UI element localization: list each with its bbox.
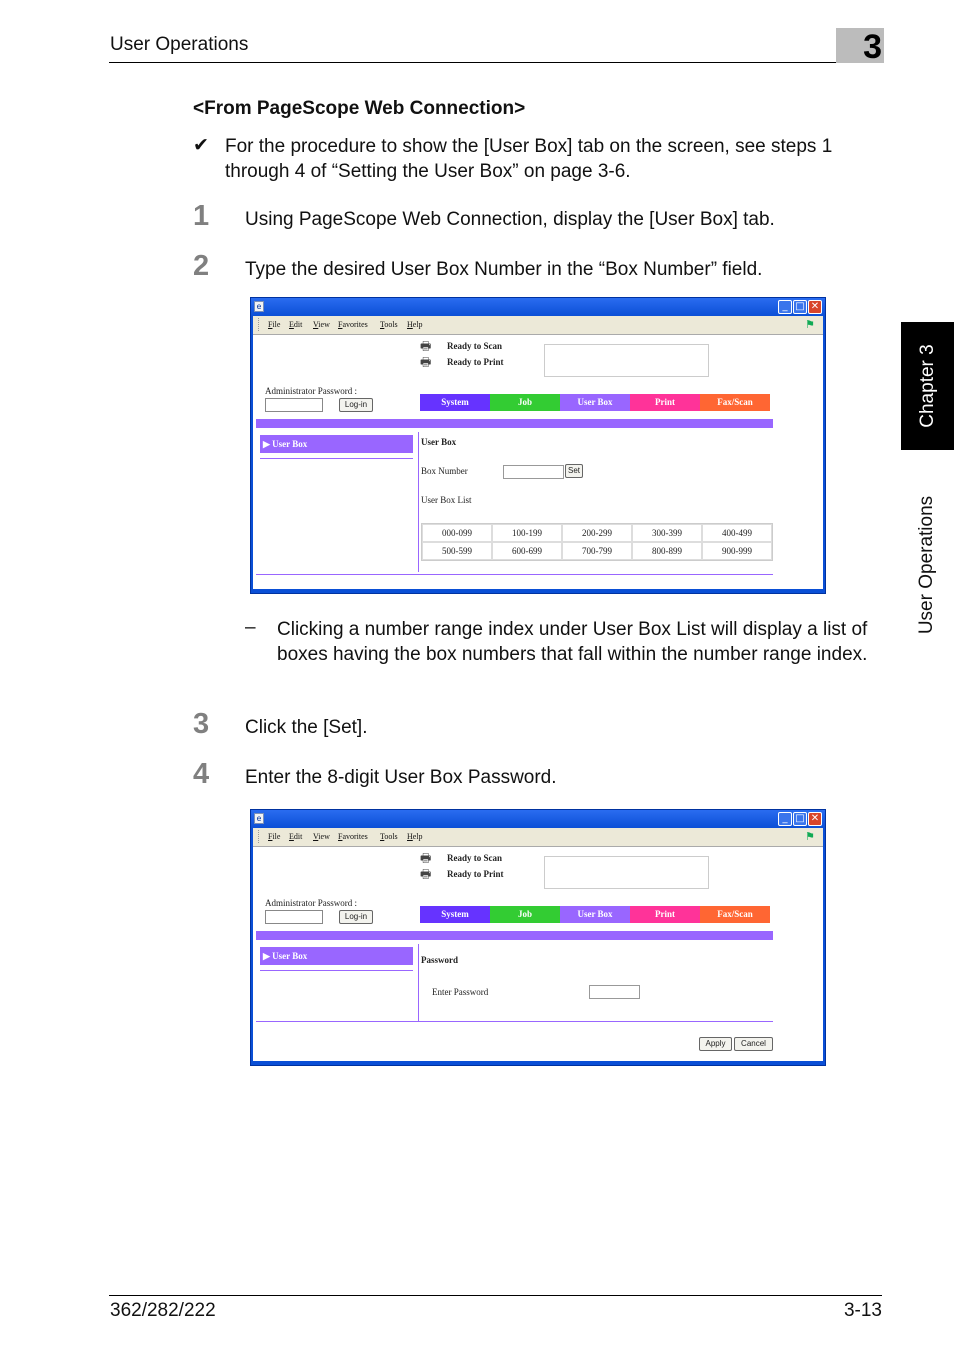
admin-password-input[interactable] bbox=[265, 398, 323, 412]
web-content bbox=[253, 846, 823, 1061]
check-icon: ✔ bbox=[193, 135, 209, 156]
tab-fax-scan[interactable]: Fax/Scan bbox=[700, 906, 770, 923]
menu-view[interactable]: View bbox=[313, 320, 330, 329]
tab-print[interactable]: Print bbox=[630, 906, 700, 923]
minimize-icon[interactable]: _ bbox=[778, 300, 792, 314]
scanner-icon: 🖶 bbox=[420, 339, 432, 353]
step-3-text: Click the [Set]. bbox=[245, 717, 368, 738]
tab-user-box[interactable]: User Box bbox=[560, 906, 630, 923]
sidebar-rule bbox=[260, 970, 413, 971]
apply-button[interactable]: Apply bbox=[699, 1037, 732, 1051]
range-link[interactable]: 400-499 bbox=[702, 524, 772, 542]
panel-title: User Box bbox=[421, 437, 457, 447]
menu-tools[interactable]: Tools bbox=[380, 320, 398, 329]
step-1-text: Using PageScope Web Connection, display the [User Box] tab. bbox=[245, 209, 775, 230]
password-input[interactable] bbox=[589, 985, 640, 999]
box-range-grid bbox=[421, 523, 773, 561]
menu-file[interactable]: File bbox=[268, 832, 281, 841]
footer-rule bbox=[109, 1295, 882, 1296]
footer-rule bbox=[256, 574, 773, 575]
chapter-side-tab bbox=[901, 322, 954, 450]
range-link[interactable]: 600-699 bbox=[492, 542, 562, 560]
main-tabs bbox=[420, 906, 770, 923]
range-link[interactable]: 500-599 bbox=[422, 542, 492, 560]
status-message-box bbox=[544, 856, 709, 889]
user-box-list-label: User Box List bbox=[421, 495, 472, 505]
enter-password-label: Enter Password bbox=[432, 987, 489, 997]
range-link[interactable]: 000-099 bbox=[422, 524, 492, 542]
range-link[interactable]: 100-199 bbox=[492, 524, 562, 542]
admin-password-input[interactable] bbox=[265, 910, 323, 924]
toolbar-grip bbox=[258, 318, 260, 331]
step-2-text: Type the desired User Box Number in the “Box Number” field. bbox=[245, 259, 763, 280]
printer-icon: 🖶 bbox=[420, 867, 432, 881]
box-number-input[interactable] bbox=[503, 465, 564, 479]
status-print: Ready to Print bbox=[447, 869, 504, 879]
menu-view[interactable]: View bbox=[313, 832, 330, 841]
range-index-note: Clicking a number range index under User Box List will display a list of boxes having the box numbers that fall within the number range index. bbox=[277, 619, 868, 665]
range-link[interactable]: 900-999 bbox=[702, 542, 772, 560]
cancel-button[interactable]: Cancel bbox=[734, 1037, 773, 1051]
menu-file[interactable]: File bbox=[268, 320, 281, 329]
chapter-side-label: Chapter 3 bbox=[916, 344, 938, 428]
login-button[interactable]: Log-in bbox=[339, 910, 373, 924]
status-message-box bbox=[544, 344, 709, 377]
range-link[interactable]: 800-899 bbox=[632, 542, 702, 560]
status-scan: Ready to Scan bbox=[447, 853, 503, 863]
login-button[interactable]: Log-in bbox=[339, 398, 373, 412]
step-4-number: 4 bbox=[193, 758, 210, 790]
title-bar bbox=[251, 298, 825, 316]
box-number-label: Box Number bbox=[421, 466, 468, 476]
windows-logo-icon: ⚑ bbox=[805, 830, 815, 843]
step-1-number: 1 bbox=[193, 200, 210, 232]
sidebar-rule bbox=[260, 458, 413, 459]
set-button[interactable]: Set bbox=[565, 464, 583, 478]
maximize-icon[interactable]: □ bbox=[793, 812, 807, 826]
menu-bar bbox=[253, 316, 823, 334]
title-bar bbox=[251, 810, 825, 828]
running-header: User Operations bbox=[110, 34, 249, 55]
scanner-icon: 🖶 bbox=[420, 851, 432, 865]
browser-window-box-number bbox=[250, 297, 826, 594]
sidebar-item-user-box[interactable]: ▶ User Box bbox=[260, 947, 413, 965]
menu-help[interactable]: Help bbox=[407, 832, 423, 841]
close-icon[interactable]: ✕ bbox=[808, 300, 822, 314]
panel-title: Password bbox=[421, 955, 459, 965]
form-rule bbox=[256, 1021, 773, 1022]
ie-page-icon: e bbox=[254, 301, 264, 312]
prerequisite-note: For the procedure to show the [User Box] tab on the screen, see steps 1 through 4 of “Setting the User Box” on page 3-6. bbox=[225, 136, 833, 182]
tab-system[interactable]: System bbox=[420, 394, 490, 411]
chapter-badge bbox=[836, 28, 884, 66]
browser-window-password bbox=[250, 809, 826, 1066]
menu-bar bbox=[253, 828, 823, 846]
sidebar-item-user-box[interactable]: ▶ User Box bbox=[260, 435, 413, 453]
maximize-icon[interactable]: □ bbox=[793, 300, 807, 314]
main-tabs bbox=[420, 394, 770, 411]
tab-job[interactable]: Job bbox=[490, 394, 560, 411]
admin-password-label: Administrator Password : bbox=[265, 386, 357, 396]
tab-system[interactable]: System bbox=[420, 906, 490, 923]
tab-fax-scan[interactable]: Fax/Scan bbox=[700, 394, 770, 411]
printer-icon: 🖶 bbox=[420, 355, 432, 369]
section-side-label: User Operations bbox=[916, 495, 937, 635]
menu-tools[interactable]: Tools bbox=[380, 832, 398, 841]
ie-page-icon: e bbox=[254, 813, 264, 824]
panel-divider bbox=[418, 432, 419, 572]
tab-underline-bar bbox=[256, 419, 773, 428]
close-icon[interactable]: ✕ bbox=[808, 812, 822, 826]
tab-user-box[interactable]: User Box bbox=[560, 394, 630, 411]
note-dash: – bbox=[245, 617, 256, 638]
panel-divider bbox=[418, 944, 419, 1021]
header-rule bbox=[109, 62, 882, 63]
status-print: Ready to Print bbox=[447, 357, 504, 367]
tab-underline-bar bbox=[256, 931, 773, 940]
range-link[interactable]: 200-299 bbox=[562, 524, 632, 542]
model-numbers: 362/282/222 bbox=[110, 1300, 216, 1321]
tab-print[interactable]: Print bbox=[630, 394, 700, 411]
menu-edit[interactable]: Edit bbox=[289, 320, 303, 329]
admin-password-label: Administrator Password : bbox=[265, 898, 357, 908]
toolbar-grip bbox=[258, 830, 260, 843]
chapter-number: 3 bbox=[863, 28, 882, 66]
range-link[interactable]: 700-799 bbox=[562, 542, 632, 560]
menu-favorites[interactable]: Favorites bbox=[338, 832, 368, 841]
step-4-text: Enter the 8-digit User Box Password. bbox=[245, 767, 557, 788]
menu-favorites[interactable]: Favorites bbox=[338, 320, 368, 329]
menu-edit[interactable]: Edit bbox=[289, 832, 303, 841]
range-link[interactable]: 300-399 bbox=[632, 524, 702, 542]
step-2-number: 2 bbox=[193, 250, 210, 282]
minimize-icon[interactable]: _ bbox=[778, 812, 792, 826]
windows-logo-icon: ⚑ bbox=[805, 318, 815, 331]
menu-help[interactable]: Help bbox=[407, 320, 423, 329]
step-3-number: 3 bbox=[193, 708, 210, 740]
tab-job[interactable]: Job bbox=[490, 906, 560, 923]
page-number: 3-13 bbox=[843, 1300, 882, 1321]
status-scan: Ready to Scan bbox=[447, 341, 503, 351]
web-content bbox=[253, 334, 823, 589]
section-heading: <From PageScope Web Connection> bbox=[193, 98, 526, 119]
